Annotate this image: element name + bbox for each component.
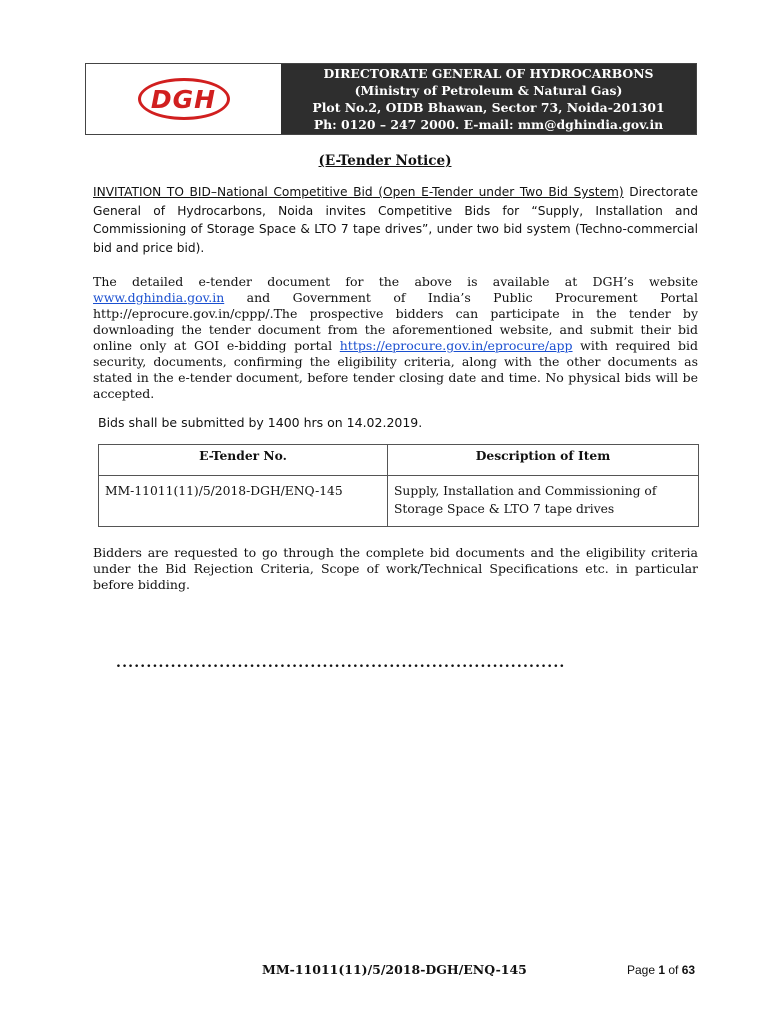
- page-indicator: [627, 963, 695, 977]
- invitation-heading: INVITATION TO BID–National Competitive Bid (Open E-Tender under Two Bid System): [93, 185, 624, 199]
- header-description: Description of Item: [388, 445, 699, 476]
- notice-title: (E-Tender Notice): [318, 153, 452, 169]
- logo-oval: [138, 78, 230, 120]
- details-text-1: The detailed e-tender document for the above is available at DGH’s website: [93, 274, 698, 289]
- cppp-portal-link[interactable]: http://eprocure.gov.in/cppp/: [93, 306, 270, 321]
- table-header-row: [99, 445, 699, 476]
- tender-table: [98, 444, 699, 527]
- invitation-body: Directorate General of Hydrocarbons, Noida invites Competitive Bids for “Supply, Installation and Commissioning of Storage Space & LTO 7 tape drives”, under two bid system (Techno-commercial bid and price bid).: [93, 185, 698, 255]
- details-text-2: and Government of India’s Public Procurement Portal: [224, 290, 698, 305]
- invitation-paragraph: [93, 183, 698, 257]
- eprocure-app-link[interactable]: https://eprocure.gov.in/eprocure/app: [339, 338, 573, 353]
- header-tender-no: E-Tender No.: [99, 445, 388, 476]
- bidders-note: Bidders are requested to go through the complete bid documents and the eligibility criteria under the Bid Rejection Criteria, Scope of work/Technical Specifications etc. in particular before bidding.: [93, 545, 698, 592]
- of-word: of: [665, 963, 682, 977]
- table-row: [99, 476, 699, 527]
- contact: Ph: 0120 – 247 2000. E-mail: mm@dghindia.gov.in: [313, 117, 664, 132]
- logo-text: DGH: [150, 84, 217, 114]
- details-text-4: with required bid security, documents, confirming the eligibility criteria, along with the other documents as stated in the e-tender document, before tender closing date and time. No physical bids will be accepted.: [93, 338, 698, 401]
- footer-reference: MM-11011(11)/5/2018-DGH/ENQ-145: [262, 962, 527, 977]
- org-name: DIRECTORATE GENERAL OF HYDROCARBONS: [323, 66, 654, 81]
- ministry: (Ministry of Petroleum & Natural Gas): [354, 83, 623, 98]
- dgh-logo: [86, 64, 281, 134]
- page-total: 63: [681, 963, 696, 977]
- letterhead-band: [281, 64, 696, 134]
- separator-dots: ..........................................................................: [116, 655, 566, 671]
- address: Plot No.2, OIDB Bhawan, Sector 73, Noida-201301: [312, 100, 665, 115]
- page-word: Page: [627, 963, 659, 977]
- dgh-website-link[interactable]: www.dghindia.gov.in: [93, 290, 225, 305]
- cell-description: Supply, Installation and Commissioning of Storage Space & LTO 7 tape drives: [388, 476, 699, 527]
- details-paragraph: [93, 274, 698, 402]
- page-number: 1: [658, 963, 666, 977]
- details-text-3: .The prospective bidders can participate in the tender by downloading the tender document from the aforementioned website, and submit their bid online only at GOI e-bidding portal: [93, 306, 698, 353]
- bids-deadline: Bids shall be submitted by 1400 hrs on 14.02.2019.: [98, 415, 423, 430]
- cell-tender-no: MM-11011(11)/5/2018-DGH/ENQ-145: [99, 476, 388, 527]
- letterhead: [85, 63, 697, 135]
